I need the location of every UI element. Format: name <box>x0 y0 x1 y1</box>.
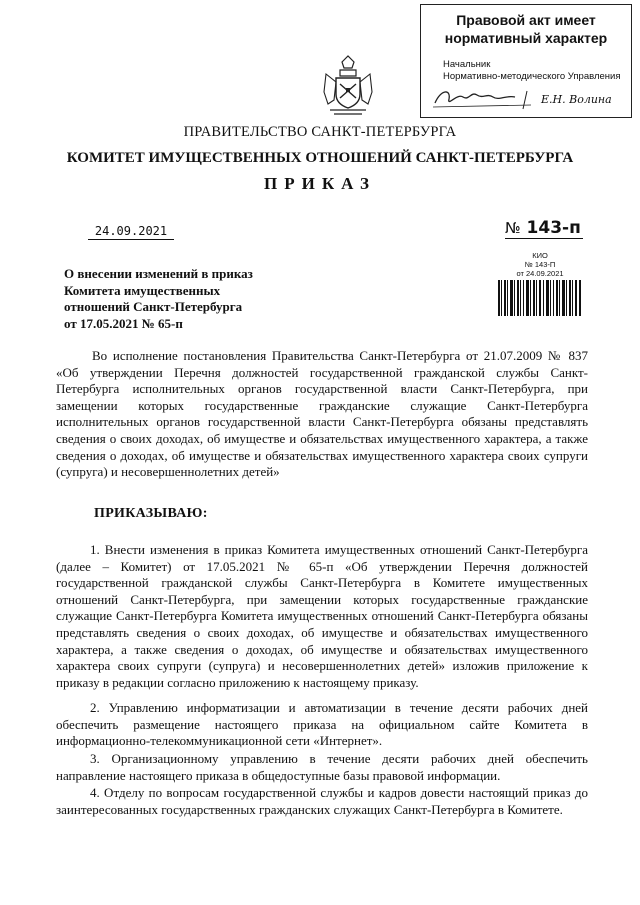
government-header: ПРАВИТЕЛЬСТВО САНКТ-ПЕТЕРБУРГА <box>183 124 457 140</box>
order-number-field <box>505 218 583 239</box>
number-sign: № <box>505 219 521 237</box>
subject-line3: отношений Санкт-Петербурга <box>64 299 243 314</box>
order-word: ПРИКАЗЫВАЮ: <box>94 506 208 521</box>
order-item-2: 2. Управлению информатизации и автоматизации в течение десяти рабочих дней обеспечить размещение настоящего приказа на официальном сайте Комитета в информационно-телекоммуникационной сети «Интернет». <box>56 700 588 749</box>
barcode-icon <box>498 280 582 316</box>
stamp-title-line1: Правовой акт имеет <box>456 12 596 28</box>
order-item-1: 1. Внести изменения в приказ Комитета имущественных отношений Санкт-Петербурга (далее – Комитет) от 17.05.2021 № 65-п «Об утверждении Перечня должностей государственной гражданской службы Санкт-Петербурга в Комитете имущественных отношений Санкт-Петербурга, при замещении которых государственные гражданские служащие Санкт-Петербурга Комитета имущественных отношений Санкт-Петербурга обязаны представлять сведения о своих доходах, об имуществе и обязательствах имущественного характера, а также сведения о доходах, об имуществе и обязательствах имущественного характера своих супруги (супруга) и несовершеннолетних детей» изложив приложение к приказу в редакции согласно приложению к настоящему приказу. <box>56 542 588 690</box>
committee-header: КОМИТЕТ ИМУЩЕСТВЕННЫХ ОТНОШЕНИЙ САНКТ-ПЕТЕРБУРГА <box>66 150 574 166</box>
subject-line2: Комитета имущественных <box>64 282 221 298</box>
registration-label <box>500 251 580 278</box>
stamp-position-line1: Начальник <box>443 59 491 70</box>
order-item-4: 4. Отделу по вопросам государственной службы и кадров довести настоящий приказ до заинтересованных государственных гражданских служащих Санкт-Петербурга в Комитете. <box>56 785 588 817</box>
stamp-title <box>421 11 631 47</box>
stamp-signature-name: Е.Н. Волина <box>541 93 612 106</box>
order-number: 143-п <box>526 218 581 238</box>
spb-coat-of-arms-icon <box>322 54 374 116</box>
order-subject <box>64 266 294 332</box>
kio-line3: от 24.09.2021 <box>516 269 564 278</box>
document-type-title: ПРИКАЗ <box>264 174 376 193</box>
order-item-3: 3. Организационному управлению в течение десяти рабочих дней обеспечить направление настоящего приказа в общедоступные базы правовой информации. <box>56 751 588 783</box>
kio-line2: № 143-П <box>524 260 556 269</box>
kio-line1: КИО <box>532 251 548 260</box>
subject-line4: от 17.05.2021 № 65-п <box>64 315 183 331</box>
stamp-position-line2: Нормативно-методического Управления <box>443 71 621 82</box>
stamp-title-line2: нормативный характер <box>444 30 608 46</box>
subject-line1: О внесении изменений в приказ <box>64 266 253 281</box>
stamp-position <box>443 59 631 83</box>
intro-paragraph: Во исполнение постановления Правительства Санкт-Петербурга от 21.07.2009 № 837 «Об утверждении Перечня должностей государственной гражданской службы Санкт-Петербурга исполнительных органов государственной власти Санкт-Петербурга, при замещении которых государственные гражданские служащие Санкт-Петербурга исполнительных органов государственной власти Санкт-Петербурга обязаны представлять сведения о своих доходах, об имуществе и обязательствах имущественного характера, а также сведения о доходах, об имуществе и обязательствах имущественного характера своих супруги (супруга) и несовершеннолетних детей» <box>56 348 588 480</box>
order-date: 24.09.2021 <box>88 224 174 240</box>
normative-act-stamp <box>420 4 632 118</box>
